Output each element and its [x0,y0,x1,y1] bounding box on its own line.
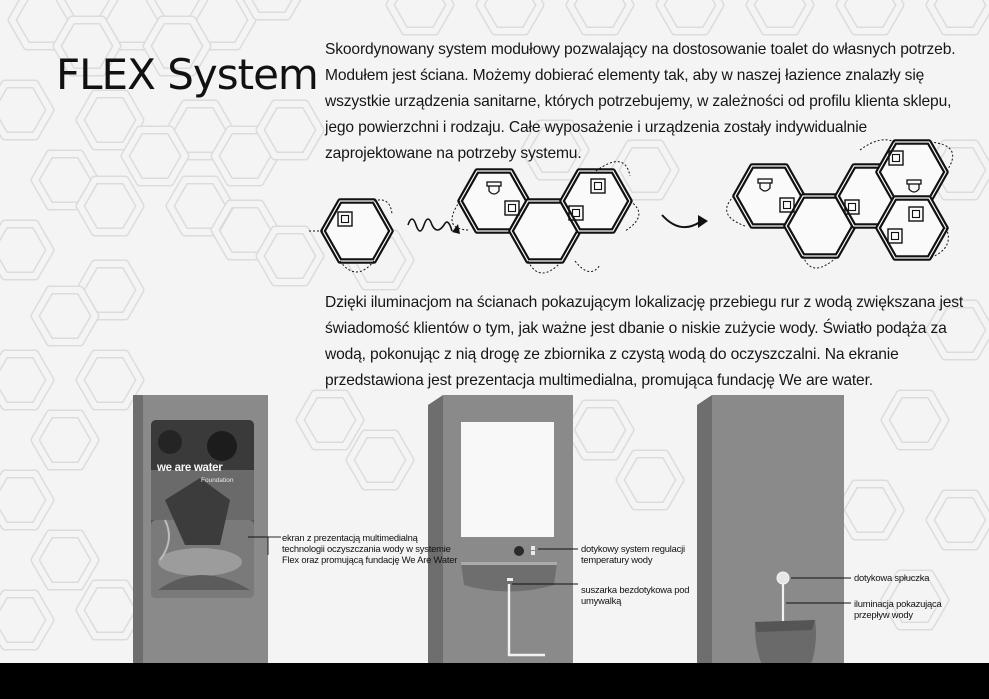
screen-wall-panel [133,395,281,667]
illumination-paragraph: Dzięki iluminacjom na ścianach pokazującym lokalizację przebiegu rur z wodą zwiększana jest świadomość klientów o tym, jak ważne jest dbanie o niskie zużycie wody. Światło podąża za wodą, pokonując z nią drogę ze zbiornika z czystą wodą do oczyszczalni. Na ekranie przedstawiona jest prezentacja multimedialna, promująca fundację We are water. [325,294,964,389]
dryer-annotation: suszarka bezdotykowa pod umywalką [581,584,690,606]
we-are-water-logo: we are water [157,462,223,474]
sink-wall-panel [428,395,578,667]
temperature-control-annotation: dotykowy system regulacji temperatury wody [581,543,685,565]
floor-band [0,663,989,699]
toilet-wall-panel [697,395,851,671]
mirror [461,422,554,537]
screen-annotation: ekran z prezentacją multimedialną technologii oczyszczania wody w systemie Flex oraz promującą fundację We Are Water [282,532,458,565]
foundation-subtitle: Foundation [201,477,234,484]
page-title: FLEX System [56,50,318,99]
temperature-control-icon [514,546,524,556]
illumination-annotation: iluminacja pokazująca przepływ wody [854,598,942,620]
flush-annotation: dotykowa spłuczka [854,572,930,583]
touch-flush-icon [777,572,789,584]
description-paragraph: Skoordynowany system modułowy pozwalający na dostosowanie toalet do własnych potrzeb. Modułem jest ściana. Możemy dobierać elementy tak, aby w naszej łazience znalazły się wszystkie urządzenia sanitarne, których potrzebujemy, w zależności od profilu klienta sklepu, jego powierzchni i rodzaju. Całe wyposażenie i urządzenia zostały indywidualnie zaprojektowane na potrzeby systemu. [325,41,956,162]
